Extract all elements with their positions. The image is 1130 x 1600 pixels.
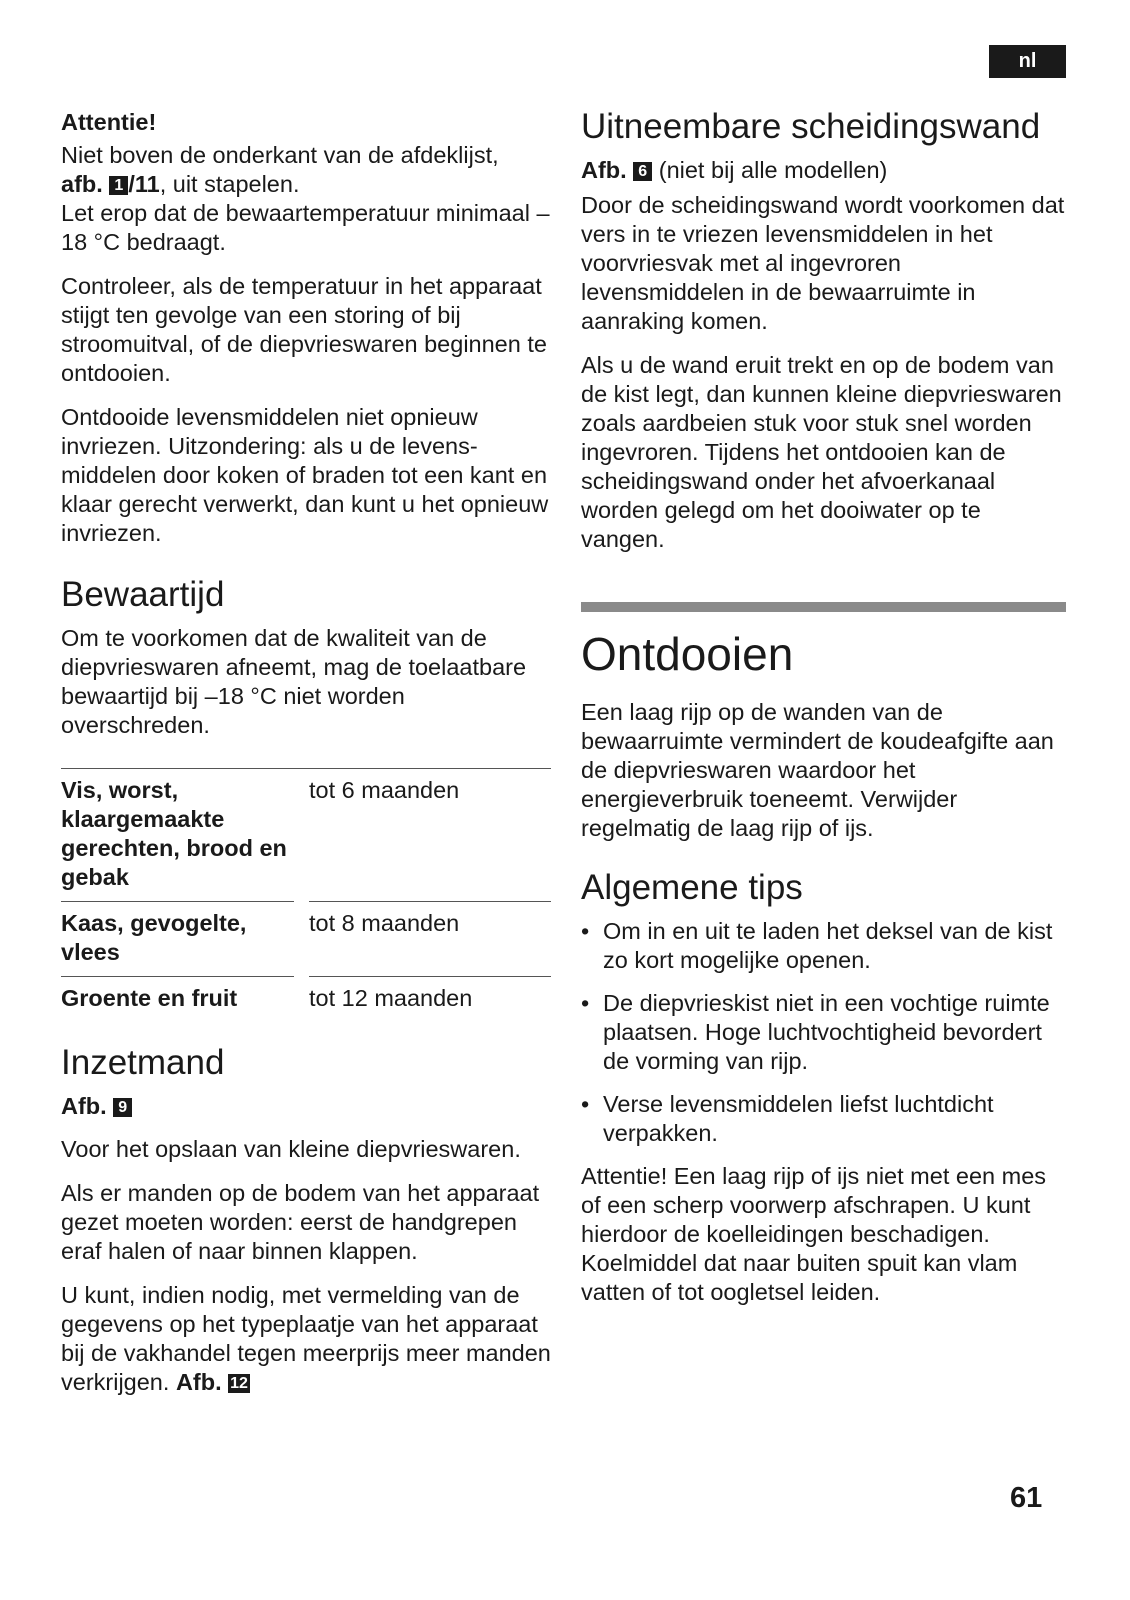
basket-paragraph-2: Als er manden op de bodem van het apparaat gezet moeten worden: eerst de handgrepen eraf halen of naar binnen klappen. xyxy=(61,1180,540,1264)
storage-table xyxy=(61,768,551,1022)
page-number: 61 xyxy=(1010,1482,1043,1514)
divider-paragraph-1: Door de scheidingswand wordt voorkomen dat vers in te vriezen levensmiddelen in het voorvriesvak met al ingevroren levensmiddelen in de bewaarruimte in aanraking komen. xyxy=(581,192,1065,334)
attention-text-1: Niet boven de onderkant van de afdeklijst, xyxy=(61,142,499,168)
thawed-paragraph: Ontdooide levensmiddelen niet opnieuw invriezen. Uitzondering: als u de levensmiddelen door koken of braden tot een kant en klaar gerecht verwerkt, dan kunt u het opnieuw invriezen. xyxy=(61,404,549,546)
basket-paragraph-3: U kunt, indien nodig, met vermelding van de gegevens op het typeplaatje van het apparaat bij de vakhandel tegen meerprijs meer manden verkrijgen. Afb. 12 xyxy=(61,1282,551,1395)
attention-text-2: , uit stapelen. xyxy=(159,171,300,197)
section-rule xyxy=(581,602,1066,612)
basket-heading: Inzetmand xyxy=(61,1043,225,1082)
divider-heading: Uitneembare scheidingswand xyxy=(581,107,1041,146)
list-item: • De diepvrieskist niet in een vochtige ruimte plaatsen. Hoge luchtvochtigheid bevordert de vorming van rijp. xyxy=(581,990,1050,1074)
figure-note: (niet bij alle modellen) xyxy=(658,157,888,183)
figure-number-badge: 1 xyxy=(109,176,128,195)
tips-warning: Attentie! Een laag rijp of ijs niet met een mes of een scherp voorwerp afschrapen. U kunt hierdoor de koelleidingen beschadigen. Koelmiddel dat naar buiten spuit kan vlam vatten of tot oogletsel leiden. xyxy=(581,1163,1047,1305)
table-cell-time: tot 6 maanden xyxy=(309,777,460,803)
left-column xyxy=(61,108,551,1412)
attention-text-3: Let erop dat de bewaartemperatuur minimaal –18 °C bedraagt. xyxy=(61,200,550,255)
defrost-paragraph: Een laag rijp op de wanden van de bewaarruimte vermindert de koudeafgifte aan de diepvrieswaren waardoor het energieverbruik toeneemt. Verwijder regelmatig de laag rijp of ijs. xyxy=(581,699,1054,841)
table-cell-time: tot 8 maanden xyxy=(309,910,460,936)
table-cell-item: Vis, worst, klaargemaakte gerechten, brood en gebak xyxy=(61,777,287,890)
figure-ref-label: Afb. xyxy=(581,157,627,183)
tips-heading: Algemene tips xyxy=(581,868,803,907)
table-cell-item: Groente en fruit xyxy=(61,985,238,1011)
figure-ref-label: Afb. xyxy=(175,1369,222,1395)
divider-figure-ref xyxy=(581,156,1066,185)
right-column xyxy=(581,108,1066,1322)
table-row xyxy=(61,769,551,901)
table-row xyxy=(61,902,551,976)
figure-number-badge: 6 xyxy=(633,162,652,181)
list-item: • Om in en uit te laden het deksel van de kist zo kort mogelijke openen. xyxy=(581,918,1053,973)
figure-number-badge: 9 xyxy=(113,1098,132,1117)
list-item: • Verse levensmiddelen liefst luchtdicht verpakken. xyxy=(581,1091,994,1146)
figure-ref-label: Afb. xyxy=(61,1093,107,1119)
divider-paragraph-2: Als u de wand eruit trekt en op de bodem van de kist legt, dan kunnen kleine diepvrieswaren zoals aardbeien stuk voor stuk snel worden ingevroren. Tijdens het ontdooien kan de scheidingswand onder het afvoerkanaal worden gelegd om het dooiwater op te vangen. xyxy=(581,352,1062,552)
language-tab: nl xyxy=(989,45,1066,78)
basket-figure-ref xyxy=(61,1092,551,1121)
bullet-icon: • xyxy=(581,990,590,1016)
basket-paragraph-1: Voor het opslaan van kleine diepvrieswaren. xyxy=(61,1136,521,1162)
tips-list xyxy=(581,917,1066,1148)
attention-paragraph xyxy=(61,141,551,257)
table-cell-time: tot 12 maanden xyxy=(309,985,473,1011)
table-row xyxy=(61,977,551,1022)
control-paragraph: Controleer, als de temperatuur in het apparaat stijgt ten gevolge van een storing of bij stroomuitval, of de diepvrieswaren beginnen te ontdooien. xyxy=(61,273,547,386)
figure-ref-label: afb. xyxy=(61,171,103,197)
defrost-heading: Ontdooien xyxy=(581,628,794,680)
figure-ref-suffix: /11 xyxy=(128,171,160,197)
bullet-icon: • xyxy=(581,1091,590,1117)
figure-number-badge: 12 xyxy=(230,1375,248,1392)
storage-heading: Bewaartijd xyxy=(61,575,225,614)
bullet-icon: • xyxy=(581,918,590,944)
storage-intro: Om te voorkomen dat de kwaliteit van de diepvrieswaren afneemt, mag de toelaatbare bewaartijd bij –18 °C niet worden overschreden. xyxy=(61,625,527,738)
attention-title: Attentie! xyxy=(61,109,157,135)
table-cell-item: Kaas, gevogelte, vlees xyxy=(61,910,247,965)
